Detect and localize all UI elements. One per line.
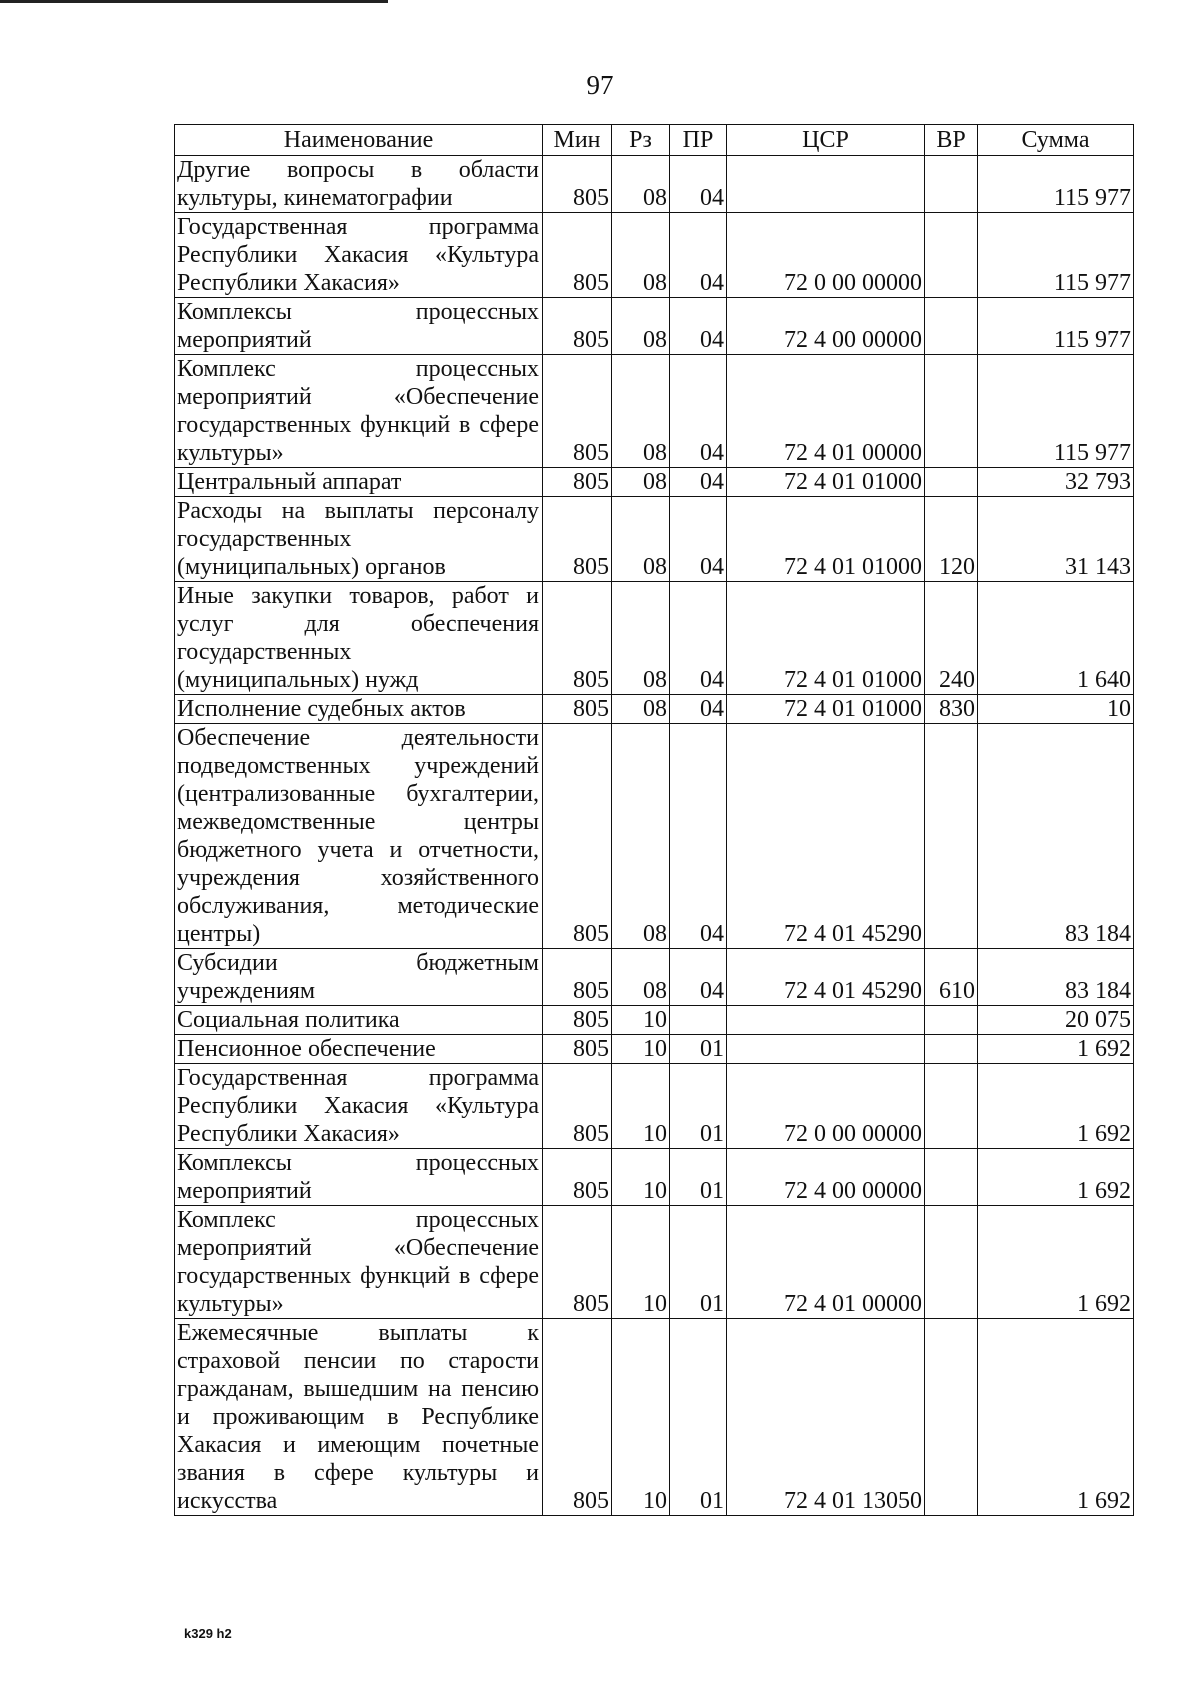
table-row: [175, 1149, 1134, 1206]
cell-min: 805: [543, 1206, 612, 1319]
cell-csr: 72 4 01 00000: [727, 1206, 925, 1319]
cell-pr: 04: [670, 468, 727, 497]
table-row: [175, 213, 1134, 298]
table-row: [175, 1064, 1134, 1149]
table-row: [175, 695, 1134, 724]
cell-min: 805: [543, 949, 612, 1006]
cell-pr: 04: [670, 695, 727, 724]
cell-rz: 10: [612, 1206, 670, 1319]
cell-vr: [925, 1319, 978, 1516]
cell-min: 805: [543, 298, 612, 355]
cell-rz: 08: [612, 468, 670, 497]
cell-name: Комплекс процессных мероприятий «Обеспечение государственных функций в сфере культуры»: [175, 355, 543, 468]
cell-pr: 04: [670, 213, 727, 298]
table-row: [175, 156, 1134, 213]
cell-vr: [925, 468, 978, 497]
cell-pr: 01: [670, 1149, 727, 1206]
cell-name: Социальная политика: [175, 1006, 543, 1035]
cell-vr: 240: [925, 582, 978, 695]
cell-name: Исполнение судебных актов: [175, 695, 543, 724]
cell-rz: 08: [612, 695, 670, 724]
cell-min: 805: [543, 497, 612, 582]
cell-pr: [670, 1006, 727, 1035]
cell-pr: 01: [670, 1206, 727, 1319]
cell-name: Расходы на выплаты персоналу государственных (муниципальных) органов: [175, 497, 543, 582]
cell-sum: 115 977: [978, 355, 1134, 468]
page-number: 97: [586, 70, 614, 100]
cell-vr: [925, 1206, 978, 1319]
cell-pr: 04: [670, 156, 727, 213]
cell-sum: 83 184: [978, 949, 1134, 1006]
cell-csr: 72 4 01 01000: [727, 582, 925, 695]
table-row: [175, 582, 1134, 695]
cell-name: Государственная программа Республики Хакасия «Культура Республики Хакасия»: [175, 1064, 543, 1149]
header-name: Наименование: [175, 125, 543, 156]
cell-name: Центральный аппарат: [175, 468, 543, 497]
cell-name: Субсидии бюджетным учреждениям: [175, 949, 543, 1006]
cell-sum: 115 977: [978, 156, 1134, 213]
cell-pr: 04: [670, 724, 727, 949]
cell-vr: [925, 355, 978, 468]
cell-vr: [925, 213, 978, 298]
cell-vr: [925, 1006, 978, 1035]
header-min: Мин: [543, 125, 612, 156]
cell-vr: [925, 1064, 978, 1149]
cell-min: 805: [543, 1149, 612, 1206]
cell-csr: [727, 1006, 925, 1035]
cell-min: 805: [543, 695, 612, 724]
cell-vr: [925, 724, 978, 949]
cell-csr: [727, 156, 925, 213]
cell-csr: 72 4 00 00000: [727, 298, 925, 355]
cell-vr: [925, 298, 978, 355]
cell-name: Комплексы процессных мероприятий: [175, 1149, 543, 1206]
cell-vr: 120: [925, 497, 978, 582]
cell-csr: 72 0 00 00000: [727, 213, 925, 298]
header-rz: Рз: [612, 125, 670, 156]
cell-rz: 10: [612, 1319, 670, 1516]
table-row: [175, 468, 1134, 497]
cell-sum: 31 143: [978, 497, 1134, 582]
cell-min: 805: [543, 1064, 612, 1149]
table-row: [175, 949, 1134, 1006]
cell-min: 805: [543, 156, 612, 213]
cell-vr: 830: [925, 695, 978, 724]
cell-sum: 1 692: [978, 1149, 1134, 1206]
cell-pr: 01: [670, 1064, 727, 1149]
cell-rz: 08: [612, 497, 670, 582]
cell-sum: 115 977: [978, 298, 1134, 355]
cell-min: 805: [543, 1319, 612, 1516]
table-row: [175, 497, 1134, 582]
cell-rz: 10: [612, 1064, 670, 1149]
cell-vr: [925, 1149, 978, 1206]
footer-code: k329 h2: [184, 1626, 232, 1641]
cell-rz: 10: [612, 1006, 670, 1035]
table-row: [175, 724, 1134, 949]
cell-sum: 1 692: [978, 1035, 1134, 1064]
header-pr: ПР: [670, 125, 727, 156]
cell-sum: 115 977: [978, 213, 1134, 298]
table-row: [175, 1006, 1134, 1035]
cell-pr: 04: [670, 355, 727, 468]
cell-name: Пенсионное обеспечение: [175, 1035, 543, 1064]
table-row: [175, 298, 1134, 355]
header-csr: ЦСР: [727, 125, 925, 156]
cell-csr: 72 4 01 45290: [727, 724, 925, 949]
cell-min: 805: [543, 724, 612, 949]
table-row: [175, 1035, 1134, 1064]
cell-csr: 72 4 01 01000: [727, 497, 925, 582]
cell-csr: 72 4 00 00000: [727, 1149, 925, 1206]
cell-sum: 83 184: [978, 724, 1134, 949]
budget-table: [174, 124, 1134, 1516]
cell-csr: [727, 1035, 925, 1064]
header-sum: Сумма: [978, 125, 1134, 156]
cell-name: Комплекс процессных мероприятий «Обеспечение государственных функций в сфере культуры»: [175, 1206, 543, 1319]
cell-sum: 1 640: [978, 582, 1134, 695]
cell-name: Другие вопросы в области культуры, кинематографии: [175, 156, 543, 213]
cell-name: Иные закупки товаров, работ и услуг для обеспечения государственных (муниципальных) нужд: [175, 582, 543, 695]
cell-rz: 08: [612, 298, 670, 355]
cell-sum: 1 692: [978, 1319, 1134, 1516]
table-row: [175, 1319, 1134, 1516]
cell-sum: 32 793: [978, 468, 1134, 497]
cell-vr: [925, 1035, 978, 1064]
cell-rz: 08: [612, 724, 670, 949]
cell-rz: 10: [612, 1035, 670, 1064]
cell-name: Комплексы процессных мероприятий: [175, 298, 543, 355]
cell-vr: [925, 156, 978, 213]
cell-csr: 72 4 01 13050: [727, 1319, 925, 1516]
table-row: [175, 1206, 1134, 1319]
cell-rz: 08: [612, 355, 670, 468]
cell-name: Обеспечение деятельности подведомственных учреждений (централизованные бухгалтерии, межведомственные центры бюджетного учета и отчетности, учреждения хозяйственного обслуживания, методические центры): [175, 724, 543, 949]
cell-sum: 20 075: [978, 1006, 1134, 1035]
cell-sum: 1 692: [978, 1206, 1134, 1319]
cell-min: 805: [543, 1006, 612, 1035]
cell-min: 805: [543, 1035, 612, 1064]
cell-pr: 04: [670, 497, 727, 582]
cell-sum: 1 692: [978, 1064, 1134, 1149]
cell-csr: 72 4 01 01000: [727, 468, 925, 497]
table-header-row: [175, 125, 1134, 156]
top-rule: [0, 0, 388, 3]
cell-rz: 10: [612, 1149, 670, 1206]
cell-pr: 01: [670, 1319, 727, 1516]
cell-rz: 08: [612, 213, 670, 298]
header-vr: ВР: [925, 125, 978, 156]
table-body: [175, 156, 1134, 1516]
cell-name: Ежемесячные выплаты к страховой пенсии по старости гражданам, вышедшим на пенсию и проживающим в Республике Хакасия и имеющим почетные звания в сфере культуры и искусства: [175, 1319, 543, 1516]
cell-min: 805: [543, 468, 612, 497]
cell-csr: 72 4 01 45290: [727, 949, 925, 1006]
cell-pr: 04: [670, 582, 727, 695]
cell-pr: 01: [670, 1035, 727, 1064]
cell-min: 805: [543, 355, 612, 468]
cell-csr: 72 4 01 00000: [727, 355, 925, 468]
cell-rz: 08: [612, 582, 670, 695]
cell-rz: 08: [612, 156, 670, 213]
cell-pr: 04: [670, 949, 727, 1006]
cell-name: Государственная программа Республики Хакасия «Культура Республики Хакасия»: [175, 213, 543, 298]
cell-min: 805: [543, 213, 612, 298]
cell-vr: 610: [925, 949, 978, 1006]
cell-rz: 08: [612, 949, 670, 1006]
cell-sum: 10: [978, 695, 1134, 724]
cell-min: 805: [543, 582, 612, 695]
cell-csr: 72 4 01 01000: [727, 695, 925, 724]
cell-pr: 04: [670, 298, 727, 355]
table-row: [175, 355, 1134, 468]
cell-csr: 72 0 00 00000: [727, 1064, 925, 1149]
